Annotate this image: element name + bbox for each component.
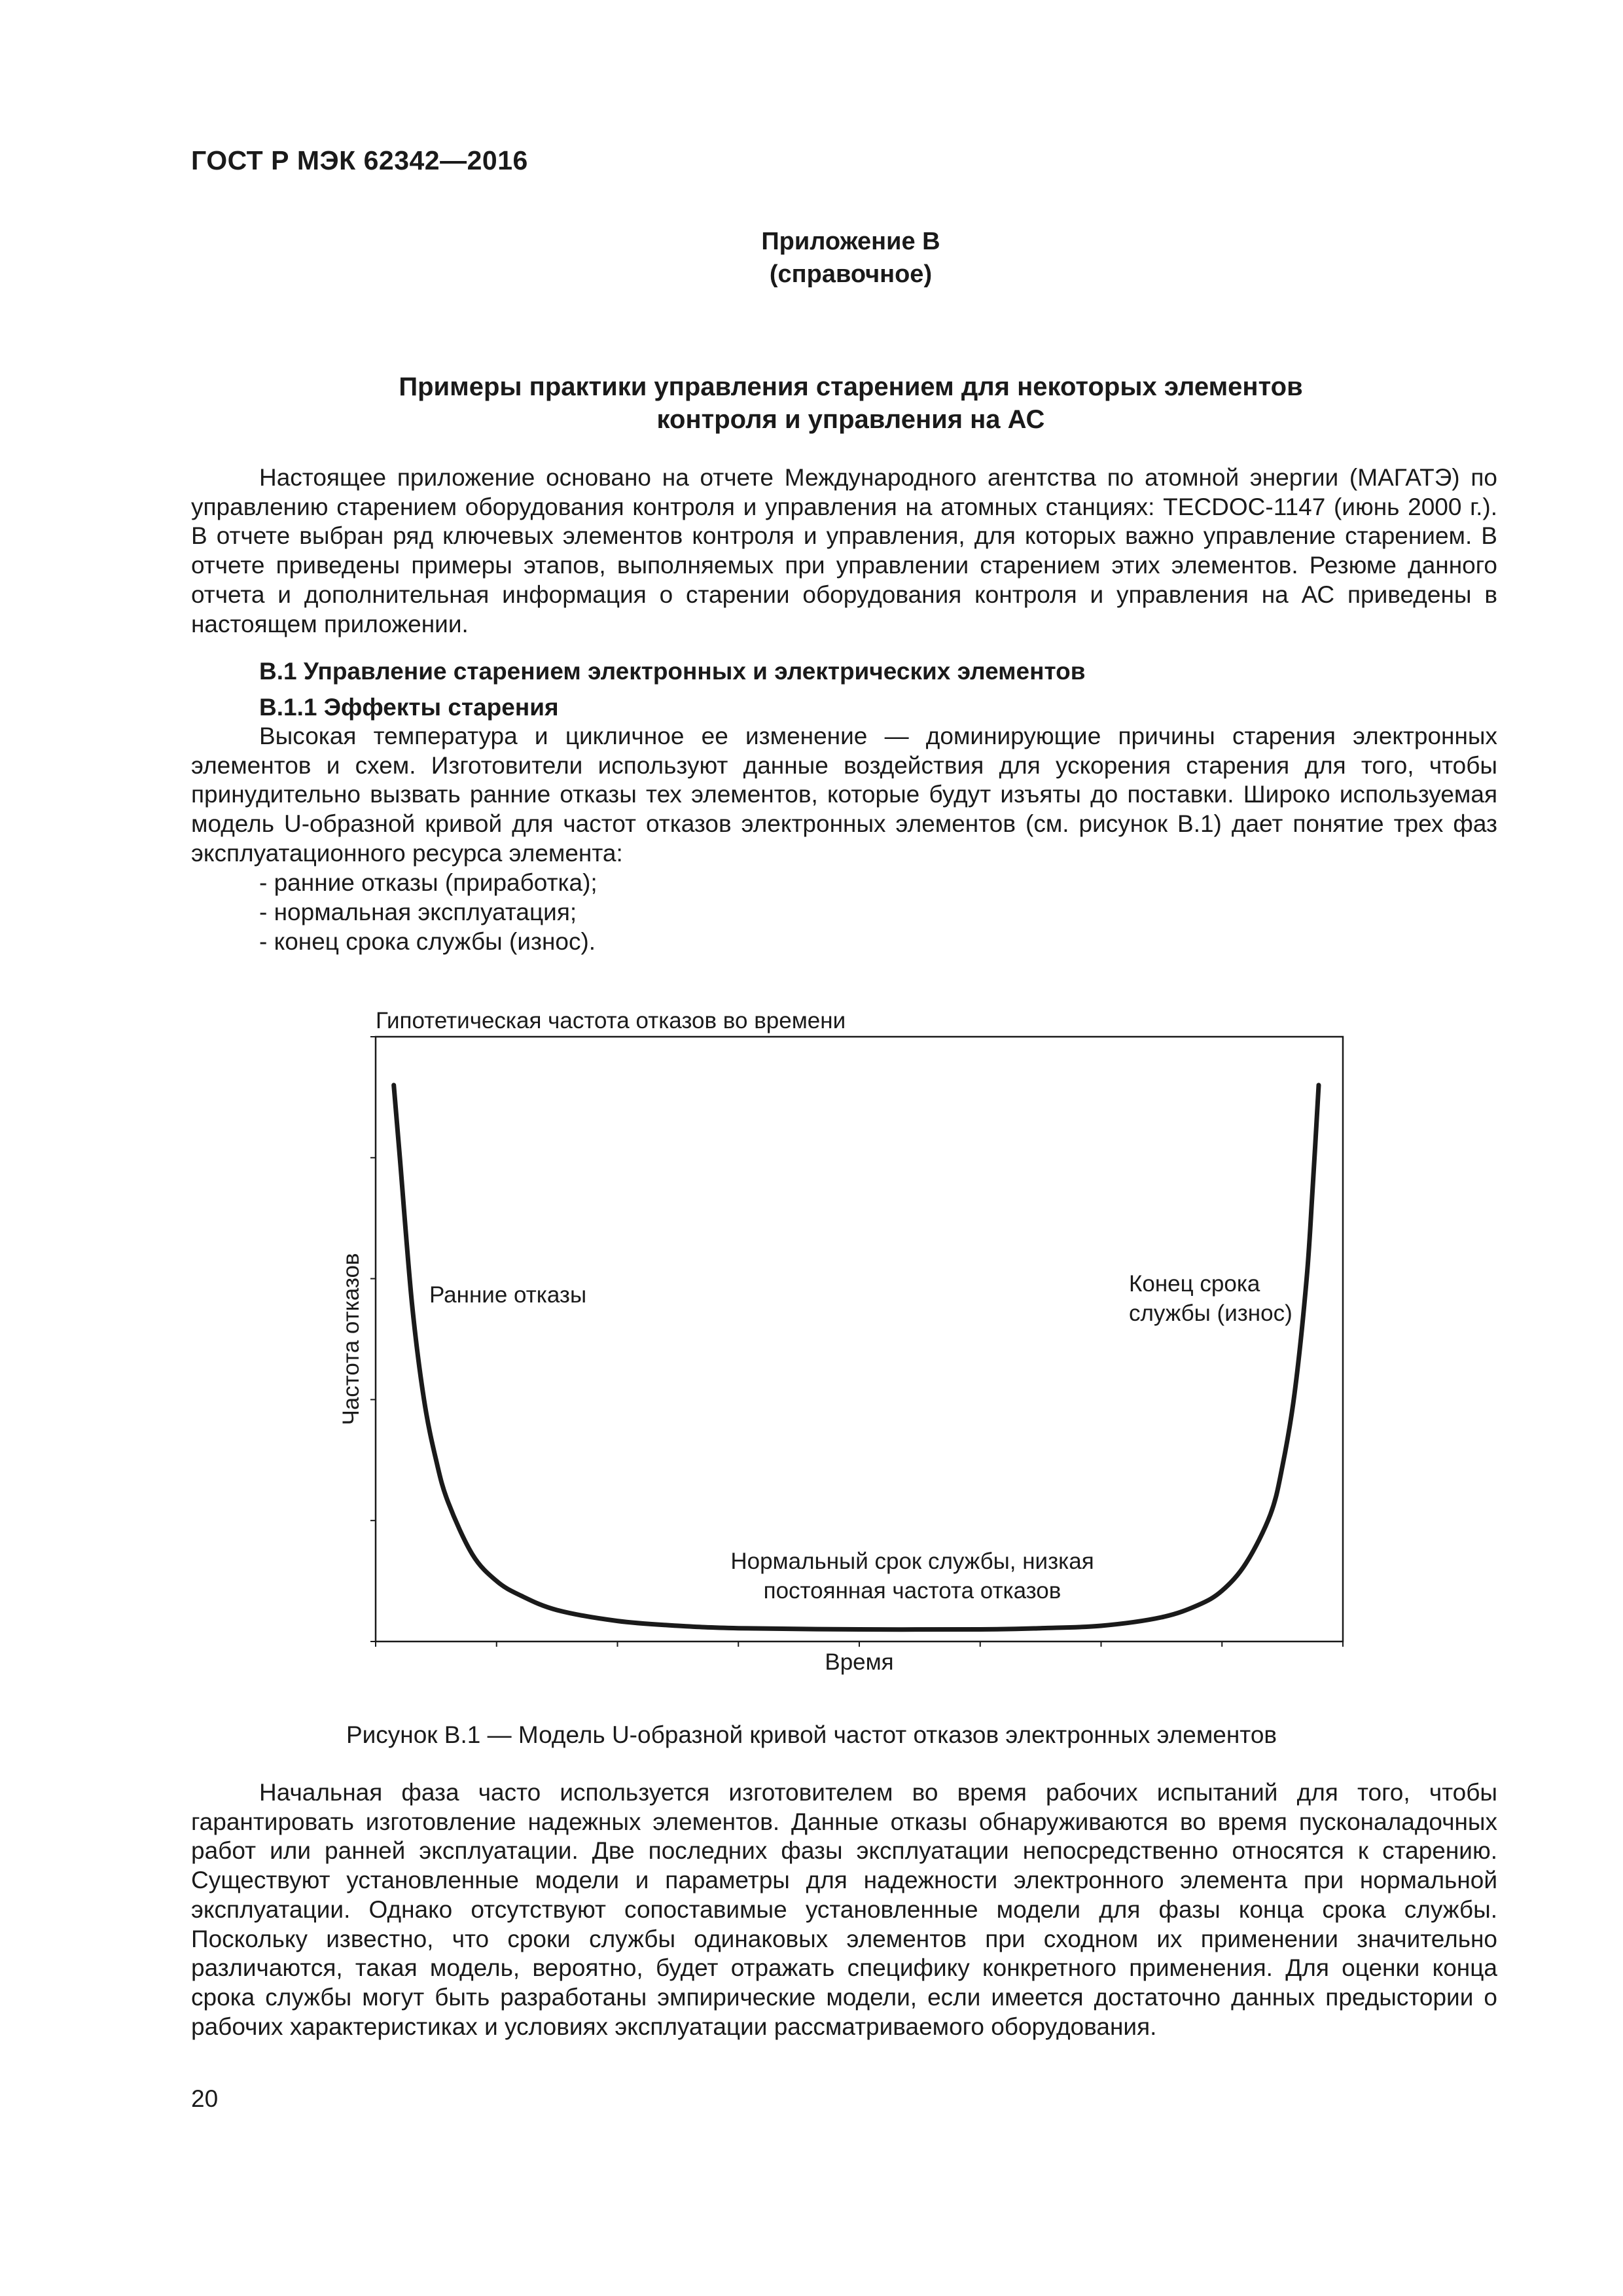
figure-caption: Рисунок В.1 — Модель U-образной кривой частот отказов электронных элементов (346, 1721, 1277, 1748)
intro-paragraph: Настоящее приложение основано на отчете Международного агентства по атомной энергии (МАГАТЭ) по управлению старением оборудования контроля и управления на атомных станциях: TECDOC-1147 (июнь 2000 г.). В отчете выбран ряд ключевых элементов контроля и управления, для которых важно управление старением. В отчете приведены примеры этапов, выполняемых при управлении старением этих элементов. Резюме данного отчета и дополнительная информация о старении оборудования контроля и управления на АС приведены в настоящем приложении. (191, 464, 1497, 637)
annotation-normal-life-line-1: Нормальный срок службы, низкая (730, 1549, 1094, 1574)
section-b11-paragraph: Высокая температура и цикличное ее изменение — доминирующие причины старения электронных элементов и схем. Изготовители используют данные воздействия для ускорения старения для того, чтобы принудительно вызвать ранние отказы тех элементов, которые будут изъяты до поставки. Широко используемая модель U-образной кривой для частот отказов электронных элементов (см. рисунок В.1) дает понятие трех фаз эксплуатационного ресурса элемента: (191, 723, 1497, 867)
annotation-early-failures: Ранние отказы (429, 1282, 587, 1308)
page-number: 20 (191, 2085, 219, 2112)
annotation-wear-out-line-2: службы (износ) (1129, 1300, 1293, 1326)
x-axis-label: Время (825, 1649, 894, 1675)
appendix-heading-line-1: Примеры практики управления старением для некоторых элементов (399, 372, 1303, 401)
list-item: - нормальная эксплуатация; (259, 899, 577, 925)
closing-paragraph: Начальная фаза часто используется изготовителем во время рабочих испытаний для того, чтобы гарантировать изготовление надежных элементов. Данные отказы обнаруживаются во время пусконаладочных работ или ранней эксплуатации. Две последних фазы эксплуатации непосредственно относятся к старению. Существуют установленные модели и параметры для надежности электронного элемента при нормальной эксплуатации. Однако отсутствуют сопоставимые установленные модели для фазы конца срока службы. Поскольку известно, что сроки службы одинаковых элементов при сходном их применении значительно различаются, такая модель, вероятно, будет отражать специфику конкретного применения. Для оценки конца срока службы могут быть разработаны эмпирические модели, если имеется достаточно данных предыстории о рабочих характеристиках и условиях эксплуатации рассматриваемого оборудования. (191, 1779, 1497, 2040)
appendix-title: Приложение В (761, 228, 940, 255)
y-axis-label: Частота отказов (338, 1253, 364, 1426)
list-item: - ранние отказы (приработка); (259, 869, 597, 896)
appendix-heading-line-2: контроля и управления на АС (656, 405, 1045, 434)
annotation-wear-out-line-1: Конец срока (1129, 1271, 1260, 1297)
list-item: - конец срока службы (износ). (259, 928, 596, 955)
annotation-normal-life-line-2: постоянная частота отказов (763, 1578, 1061, 1604)
appendix-subtitle: (справочное) (769, 260, 933, 288)
document-code: ГОСТ Р МЭК 62342—2016 (191, 145, 528, 175)
failure-rate-curve (394, 1085, 1319, 1630)
section-b1-heading: В.1 Управление старением электронных и электрических элементов (259, 658, 1086, 685)
section-b11-heading: В.1.1 Эффекты старения (259, 694, 559, 721)
chart-title: Гипотетическая частота отказов во времени (376, 1008, 846, 1033)
